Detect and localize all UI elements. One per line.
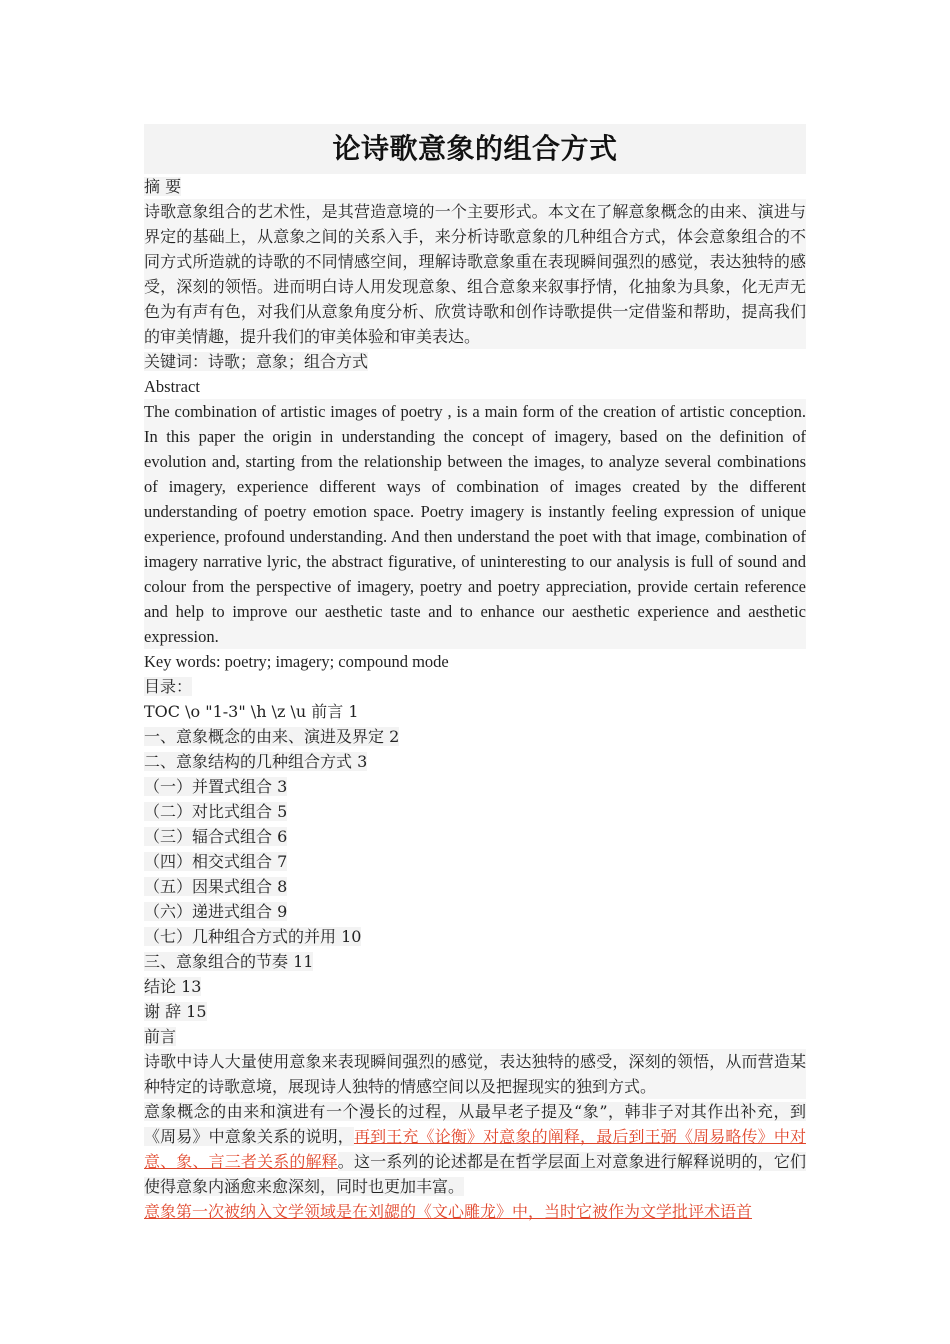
document-title: 论诗歌意象的组合方式: [144, 124, 806, 174]
toc-item[interactable]: （五）因果式组合 8: [144, 877, 288, 896]
toc-item[interactable]: （四）相交式组合 7: [144, 852, 288, 871]
abstract-en-text: The combination of artistic images of poetry , is a main form of the creation of artistic conception. In this paper the origin in understanding the concept of imagery, based on the definition of evolution and, starting from the relationship between the images, to analyze several combinations of imagery, experience different ways of combination of images created by the different understanding of poetry emotion space. Poetry imagery is instantly feeling expression of unique experience, profound understanding. And then understand the poet with that image, combination of imagery narrative lyric, the abstract figurative, of uninteresting to our analysis is full of sound and colour from the perspective of imagery, poetry and poetry appreciation, provide certain reference and help to improve our aesthetic taste and to enhance our aesthetic experience and aesthetic expression.: [144, 399, 806, 649]
preface-p2-end: 。这一系列的论述都是在哲学层面上对意象进行解释说明的，它们使得意象内涵愈来愈深刻，同时也更加丰富。: [144, 1152, 806, 1196]
preface-paragraph-3[interactable]: 意象第一次被纳入文学领域是在刘勰的《文心雕龙》中，当时它被作为文学批评术语首: [144, 1202, 753, 1221]
toc-item[interactable]: 一、意象概念的由来、演进及界定 2: [144, 727, 400, 746]
toc-item[interactable]: 结论 13: [144, 977, 202, 996]
toc-item[interactable]: （三）辐合式组合 6: [144, 827, 288, 846]
preface-paragraph-1: 诗歌中诗人大量使用意象来表现瞬间强烈的感觉，表达独特的感受，深刻的领悟，从而营造某种特定的诗歌意境，展现诗人独特的情感空间以及把握现实的独到方式。: [144, 1049, 806, 1099]
toc-heading: 目录：: [144, 677, 193, 696]
abstract-text: 诗歌意象组合的艺术性，是其营造意境的一个主要形式。本文在了解意象概念的由来、演进与界定的基础上，从意象之间的关系入手，来分析诗歌意象的几种组合方式，体会意象组合的不同方式所造就的诗歌的不同情感空间，理解诗歌意象重在表现瞬间强烈的感觉，表达独特的感受，深刻的领悟。进而明白诗人用发现意象、组合意象来叙事抒情，化抽象为具象，化无声无色为有声有色，对我们从意象角度分析、欣赏诗歌和创作诗歌提供一定借鉴和帮助，提高我们的审美情趣，提升我们的审美体验和审美表达。: [144, 199, 806, 349]
keywords-en: Key words: poetry; imagery; compound mode: [144, 652, 449, 671]
toc-item[interactable]: 三、意象组合的节奏 11: [144, 952, 314, 971]
toc-item[interactable]: （六）递进式组合 9: [144, 902, 288, 921]
preface-p2-link[interactable]: 再到王充《论衡》对意象的阐释，最后到王弼《周易略传》中对意、象、言三者关系的解释: [144, 1127, 806, 1171]
abstract-en-heading: Abstract: [144, 377, 200, 396]
toc-item[interactable]: （一）并置式组合 3: [144, 777, 288, 796]
toc-item[interactable]: （二）对比式组合 5: [144, 802, 288, 821]
toc-item[interactable]: TOC \o "1-3" \h \z \u 前言 1: [144, 702, 359, 721]
preface-paragraph-2: [144, 1099, 806, 1199]
document-body: [144, 124, 806, 1224]
toc-item[interactable]: 谢 辞 15: [144, 1002, 207, 1021]
keywords-cn: 关键词：诗歌；意象；组合方式: [144, 352, 369, 371]
toc-item[interactable]: 二、意象结构的几种组合方式 3: [144, 752, 368, 771]
preface-heading: 前言: [144, 1027, 177, 1046]
abstract-heading: 摘 要: [144, 177, 182, 196]
preface-p2-start: 意象概念的由来和演进有一个漫长的过程，从最早老子提及“象”，韩非子对其作出补充，到《周易》中意象关系的说明，: [144, 1102, 806, 1146]
toc-item[interactable]: （七）几种组合方式的并用 10: [144, 927, 362, 946]
